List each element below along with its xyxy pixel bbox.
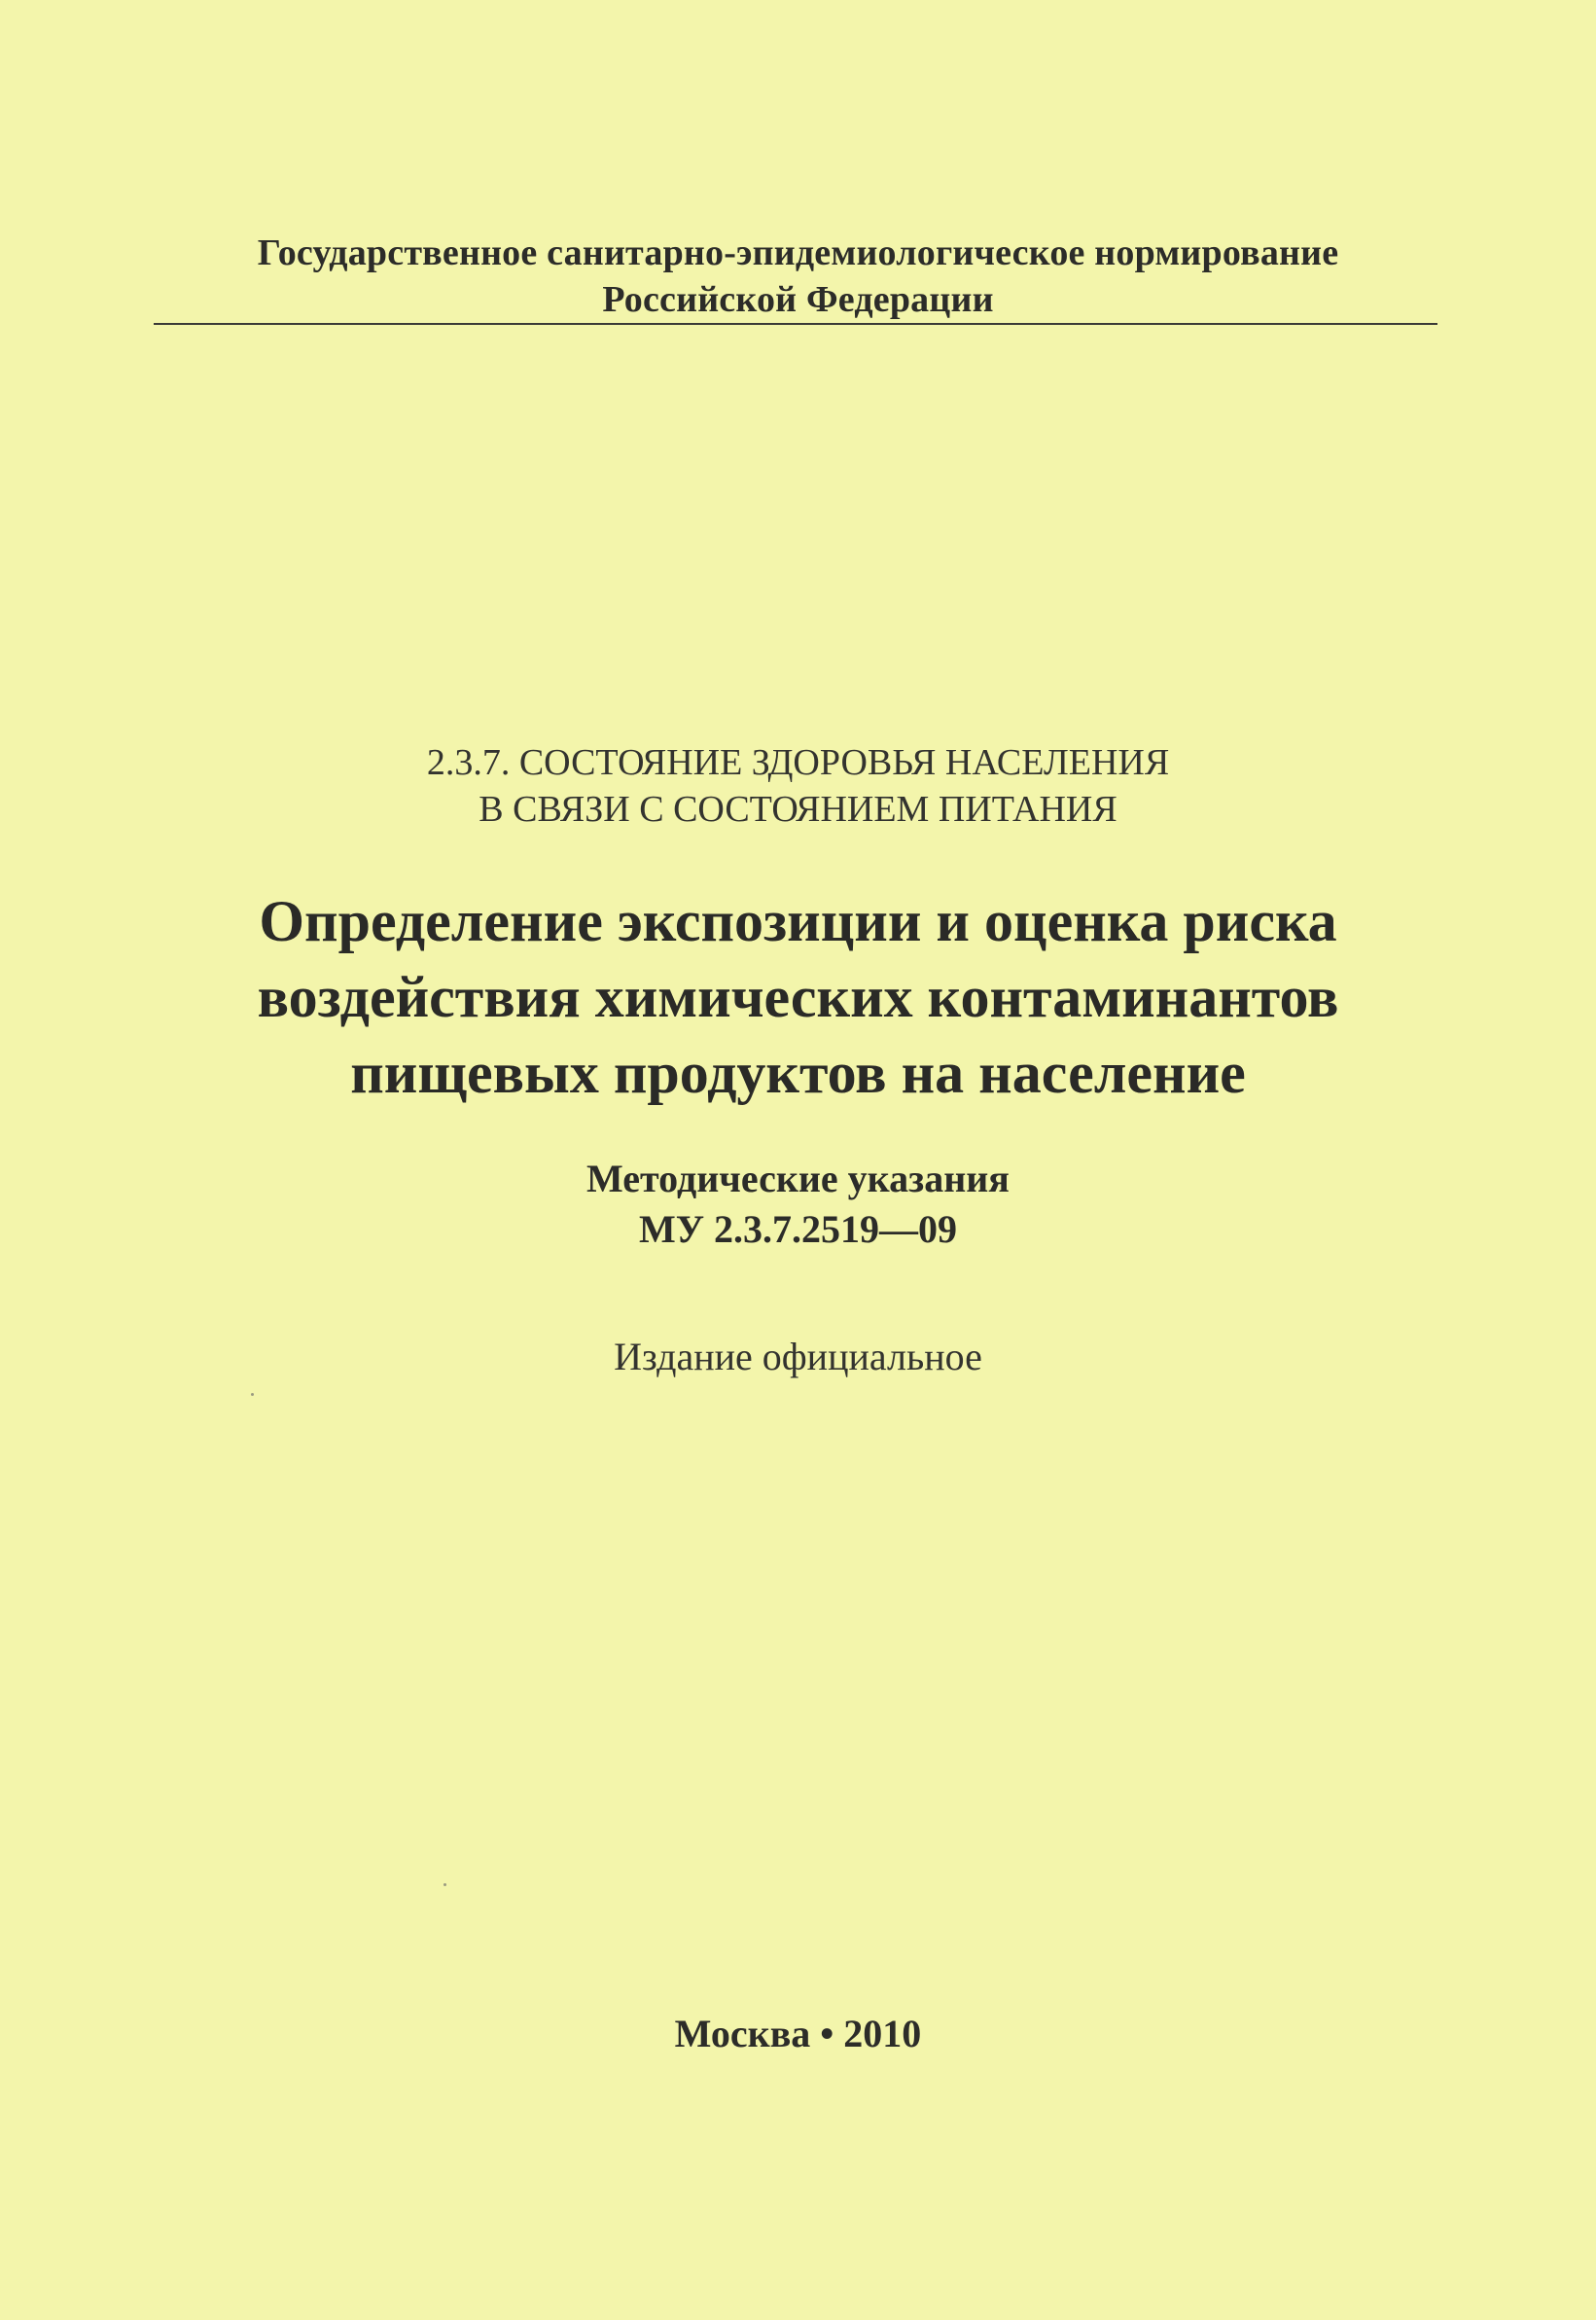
series-heading (0, 739, 1596, 833)
title-line-1: Определение экспозиции и оценка риска (259, 889, 1337, 953)
document-title (0, 883, 1596, 1111)
document-type (0, 1154, 1596, 1255)
doc-type-label: Методические указания (586, 1157, 1010, 1200)
series-line-2: В СВЯЗИ С СОСТОЯНИЕМ ПИТАНИЯ (479, 789, 1117, 830)
header-divider (154, 323, 1437, 325)
title-line-3: пищевых продуктов на население (350, 1041, 1246, 1105)
imprint-place-year: Москва • 2010 (674, 2012, 922, 2055)
paper-speck (251, 1393, 254, 1396)
doc-number: МУ 2.3.7.2519—09 (638, 1207, 958, 1251)
header-line-1: Государственное санитарно-эпидемиологическое нормирование (257, 232, 1339, 273)
series-line-1: 2.3.7. СОСТОЯНИЕ ЗДОРОВЬЯ НАСЕЛЕНИЯ (426, 742, 1170, 783)
title-line-2: воздействия химических контаминантов (257, 965, 1339, 1029)
header-line-2: Российской Федерации (602, 279, 994, 320)
paper-speck (443, 1883, 446, 1886)
edition-note: Издание официальное (614, 1335, 982, 1378)
publisher-header (0, 230, 1596, 323)
